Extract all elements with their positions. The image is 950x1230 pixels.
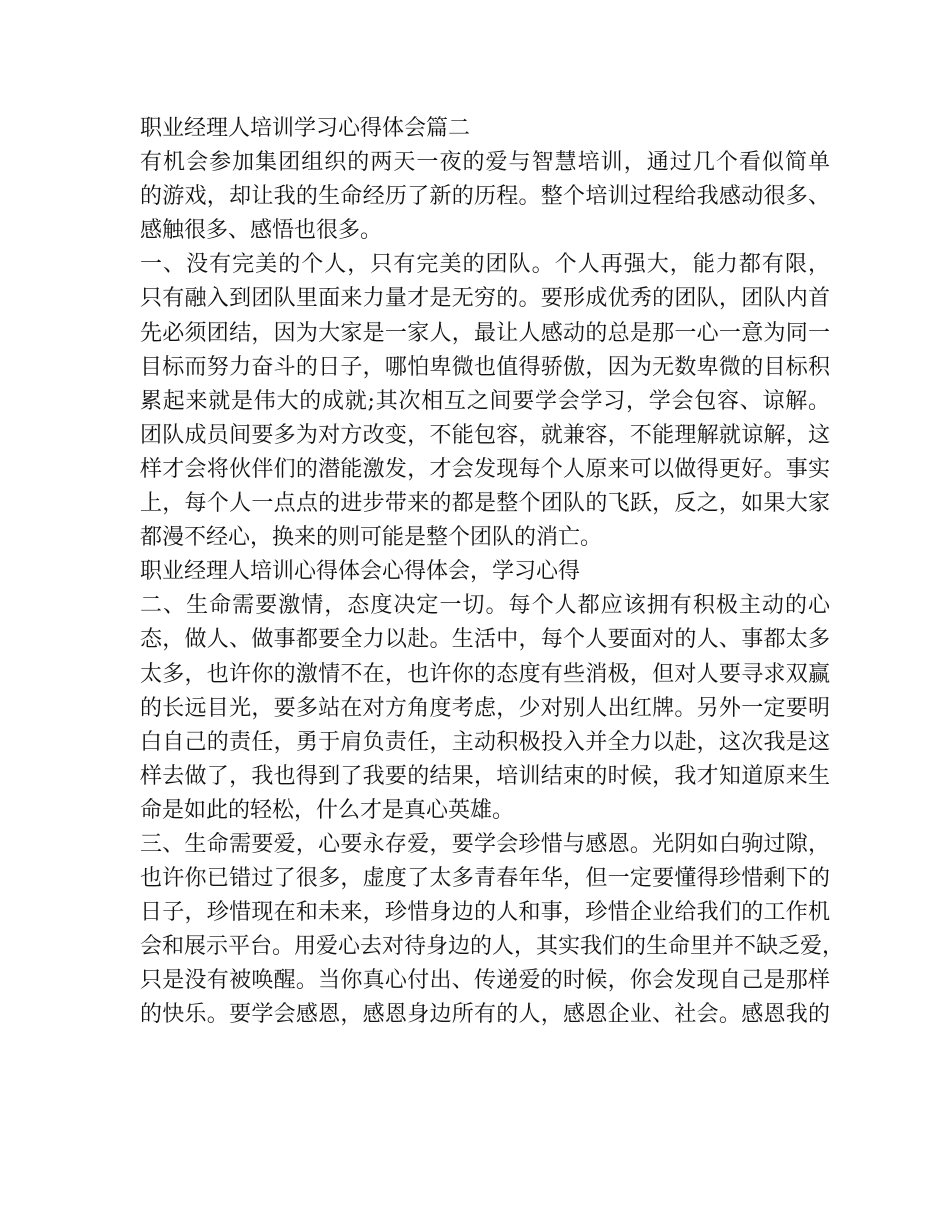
text-line: 日子，珍惜现在和未来，珍惜身边的人和事，珍惜企业给我们的工作机	[140, 900, 830, 926]
text-line: 的游戏，却让我的生命经历了新的历程。整个培训过程给我感动很多、	[140, 184, 830, 210]
text-line: 的长远目光，要多站在对方角度考虑，少对别人出红牌。另外一定要明	[140, 695, 830, 721]
text-line: 也许你已错过了很多，虚度了太多青春年华，但一定要懂得珍惜剩下的	[140, 866, 830, 892]
text-line: 感触很多、感悟也很多。	[140, 218, 383, 244]
text-line: 二、生命需要激情，态度决定一切。每个人都应该拥有积极主动的心	[140, 593, 830, 619]
text-line: 只有融入到团队里面来力量才是无穷的。要形成优秀的团队，团队内首	[140, 286, 830, 312]
text-line: 团队成员间要多为对方改变，不能包容，就兼容，不能理解就谅解，这	[140, 422, 830, 448]
text-line: 有机会参加集团组织的两天一夜的爱与智慧培训，通过几个看似简单	[140, 150, 830, 176]
document-title: 职业经理人培训学习心得体会篇二	[140, 116, 471, 141]
document-body	[140, 112, 845, 1033]
text-line: 职业经理人培训心得体会心得体会，学习心得	[140, 559, 581, 585]
text-line: 一、没有完美的个人，只有完美的团队。个人再强大，能力都有限，	[140, 252, 830, 278]
text-line: 的快乐。要学会感恩，感恩身边所有的人，感恩企业、社会。感恩我的	[140, 1002, 830, 1028]
text-line: 只是没有被唤醒。当你真心付出、传递爱的时候，你会发现自己是那样	[140, 968, 830, 994]
text-line: 白自己的责任，勇于肩负责任，主动积极投入并全力以赴，这次我是这	[140, 729, 830, 755]
text-line: 命是如此的轻松，什么才是真心英雄。	[140, 797, 515, 823]
text-line: 累起来就是伟大的成就;其次相互之间要学会学习，学会包容、谅解。	[140, 388, 830, 414]
text-line: 先必须团结，因为大家是一家人，最让人感动的总是那一心一意为同一	[140, 320, 830, 346]
text-line: 样去做了，我也得到了我要的结果，培训结束的时候，我才知道原来生	[140, 763, 830, 789]
text-line: 会和展示平台。用爱心去对待身边的人，其实我们的生命里并不缺乏爱，	[140, 934, 845, 960]
text-line: 三、生命需要爱，心要永存爱，要学会珍惜与感恩。光阴如白驹过隙，	[140, 831, 830, 857]
text-line: 上，每个人一点点的进步带来的都是整个团队的飞跃，反之，如果大家	[140, 491, 830, 517]
text-line: 太多，也许你的激情不在，也许你的态度有些消极，但对人要寻求双赢	[140, 661, 830, 687]
text-line: 都漫不经心，换来的则可能是整个团队的消亡。	[140, 525, 603, 551]
text-line: 目标而努力奋斗的日子，哪怕卑微也值得骄傲，因为无数卑微的目标积	[140, 354, 830, 380]
text-line: 态，做人、做事都要全力以赴。生活中，每个人要面对的人、事都太多	[140, 627, 830, 653]
text-line: 样才会将伙伴们的潜能激发，才会发现每个人原来可以做得更好。事实	[140, 456, 830, 482]
